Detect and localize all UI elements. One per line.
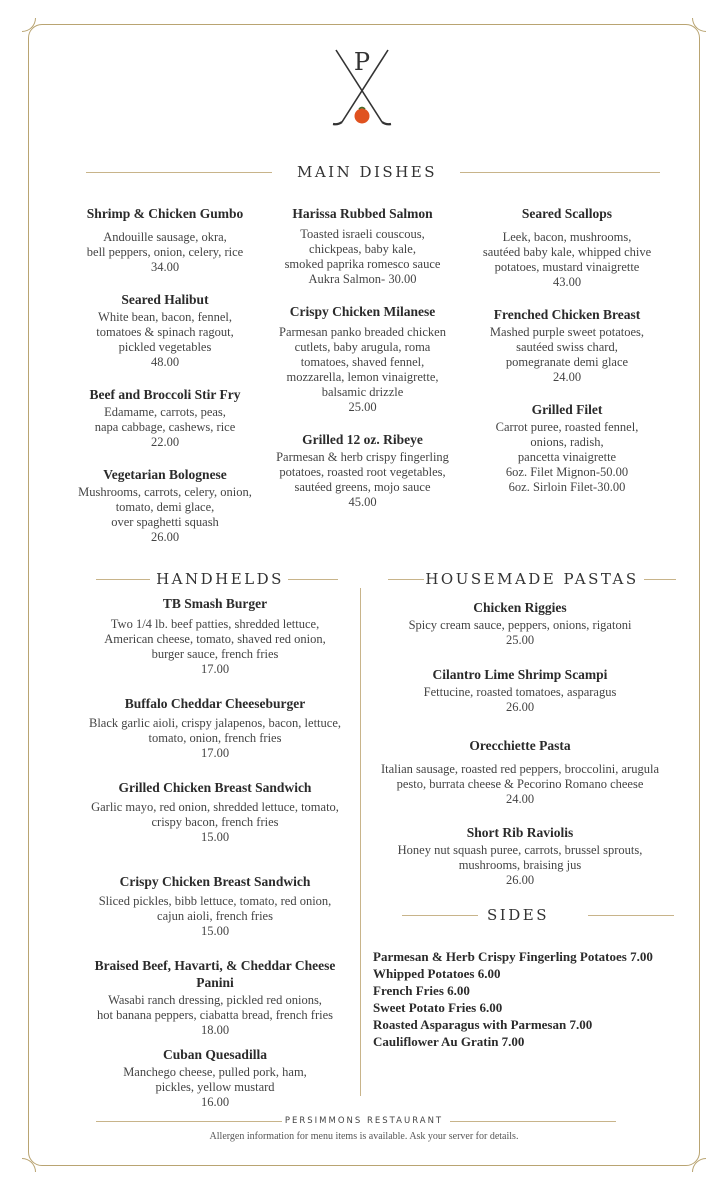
dish-price: 26.00	[505, 700, 535, 714]
dish-price: 16.00	[200, 1095, 230, 1109]
footer-restaurant-name: PERSIMMONS RESTAURANT	[284, 1116, 444, 1126]
dish-item	[60, 466, 270, 545]
dish-name: Short Rib Raviolis	[466, 825, 574, 840]
dish-item	[260, 205, 465, 287]
side-item: Roasted Asparagus with Parmesan 7.00	[373, 1017, 593, 1032]
dish-item	[70, 957, 360, 1038]
dish-name: Grilled 12 oz. Ribeye	[302, 432, 423, 447]
column-divider	[360, 588, 361, 1096]
side-item: French Fries 6.00	[373, 983, 470, 998]
crossed-golf-clubs-persimmon-icon	[330, 44, 394, 134]
dish-item	[370, 599, 670, 648]
dish-price: 48.00	[150, 355, 180, 369]
main-dishes-column-3	[462, 205, 672, 495]
dish-description: Edamame, carrots, peas, napa cabbage, cashews, rice	[94, 405, 236, 434]
dish-description: White bean, bacon, fennel, tomatoes & spinach ragout, pickled vegetables	[96, 310, 234, 354]
dish-item	[60, 205, 270, 275]
dish-name: Seared Halibut	[121, 292, 209, 307]
dish-price: 45.00	[348, 495, 377, 509]
dish-price: 17.00	[200, 662, 230, 676]
dish-name: Chicken Riggies	[473, 600, 567, 615]
divider-rule	[388, 579, 424, 580]
dish-item	[370, 824, 670, 888]
dish-price: 15.00	[200, 830, 230, 844]
dish-item	[70, 1046, 360, 1110]
dish-description: Garlic mayo, red onion, shredded lettuce, tomato, crispy bacon, french fries	[91, 800, 339, 829]
dish-item	[462, 205, 672, 290]
pastas-column	[370, 599, 670, 888]
dish-item	[370, 737, 670, 807]
dish-name: Seared Scallops	[521, 206, 613, 221]
sides-list	[373, 948, 693, 1050]
divider-rule	[96, 579, 150, 580]
dish-name: Cuban Quesadilla	[163, 1047, 267, 1062]
section-title-housemade-pastas: HOUSEMADE PASTAS	[425, 570, 639, 588]
side-item: Sweet Potato Fries 6.00	[373, 1000, 503, 1015]
dish-price: 24.00	[505, 792, 535, 806]
dish-item	[260, 431, 465, 510]
dish-item	[370, 666, 670, 715]
dish-item	[60, 386, 270, 450]
dish-price: Aukra Salmon- 30.00	[308, 272, 417, 286]
dish-description: Toasted israeli couscous, chickpeas, baby kale, smoked paprika romesco sauce	[284, 227, 441, 271]
dish-description: Two 1/4 lb. beef patties, shredded lettuce, American cheese, tomato, shaved red onion, burger sauce, french fries	[104, 617, 326, 661]
side-item: Parmesan & Herb Crispy Fingerling Potatoes 7.00	[373, 949, 653, 964]
dish-price: 15.00	[200, 924, 230, 938]
dish-description: Fettucine, roasted tomatoes, asparagus	[423, 685, 617, 699]
dish-description: Spicy cream sauce, peppers, onions, rigatoni	[408, 618, 632, 632]
dish-description: Parmesan & herb crispy fingerling potatoes, roasted root vegetables, sautéed greens, mojo sauce	[276, 450, 449, 494]
dish-name: TB Smash Burger	[162, 596, 268, 611]
dish-description: Mashed purple sweet potatoes, sautéed swiss chard, pomegranate demi glace	[489, 325, 645, 369]
svg-text:P: P	[353, 48, 371, 76]
handhelds-column	[70, 595, 360, 1110]
dish-name: Beef and Broccoli Stir Fry	[89, 387, 241, 402]
dish-name: Shrimp & Chicken Gumbo	[86, 206, 244, 221]
dish-name: Buffalo Cheddar Cheeseburger	[124, 696, 306, 711]
dish-name: Crispy Chicken Breast Sandwich	[119, 874, 311, 889]
dish-name: Harissa Rubbed Salmon	[292, 206, 433, 221]
main-dishes-column-1	[60, 205, 270, 545]
dish-name: Orecchiette Pasta	[469, 738, 571, 753]
dish-item	[462, 401, 672, 495]
dish-description: Sliced pickles, bibb lettuce, tomato, red onion, cajun aioli, french fries	[98, 894, 332, 923]
dish-item	[260, 303, 465, 415]
dish-item	[70, 595, 360, 677]
divider-rule	[86, 172, 272, 173]
dish-description: Leek, bacon, mushrooms, sautéed baby kale, whipped chive potatoes, mustard vinaigrette	[482, 230, 652, 274]
dish-description: Honey nut squash puree, carrots, brussel sprouts, mushrooms, braising jus	[397, 843, 643, 872]
dish-name: Grilled Chicken Breast Sandwich	[118, 780, 312, 795]
dish-price: 17.00	[200, 746, 230, 760]
dish-description: Mushrooms, carrots, celery, onion, tomato, demi glace, over spaghetti squash	[78, 485, 252, 529]
dish-name: Crispy Chicken Milanese	[289, 304, 436, 319]
dish-price: 43.00	[552, 275, 582, 289]
divider-rule	[644, 579, 676, 580]
dish-price: 22.00	[150, 435, 180, 449]
dish-item	[462, 306, 672, 385]
side-item: Cauliflower Au Gratin 7.00	[373, 1034, 525, 1049]
dish-price: 24.00	[552, 370, 582, 384]
dish-price: 26.00	[505, 873, 535, 887]
divider-rule	[288, 579, 338, 580]
dish-description: Black garlic aioli, crispy jalapenos, bacon, lettuce, tomato, onion, french fries	[89, 716, 341, 745]
dish-item	[70, 873, 360, 939]
side-item: Whipped Potatoes 6.00	[373, 966, 501, 981]
section-title-sides: SIDES	[487, 906, 549, 924]
dish-name: Braised Beef, Havarti, & Cheddar Cheese Panini	[94, 958, 336, 990]
divider-rule	[588, 915, 674, 916]
dish-name: Frenched Chicken Breast	[493, 307, 641, 322]
dish-price: 34.00	[150, 260, 180, 274]
dish-item	[60, 291, 270, 370]
divider-rule	[402, 915, 478, 916]
dish-name: Grilled Filet	[531, 402, 603, 417]
dish-name: Cilantro Lime Shrimp Scampi	[432, 667, 608, 682]
dish-description: Carrot puree, roasted fennel, onions, radish, pancetta vinaigrette 6oz. Filet Mignon-50.00	[495, 420, 639, 479]
dish-price: 26.00	[150, 530, 180, 544]
dish-price: 18.00	[200, 1023, 230, 1037]
main-dishes-column-2	[260, 205, 465, 510]
dish-item	[70, 779, 360, 845]
dish-description: Manchego cheese, pulled pork, ham, pickles, yellow mustard	[123, 1065, 307, 1094]
dish-description: Wasabi ranch dressing, pickled red onions, hot banana peppers, ciabatta bread, french fries	[97, 993, 333, 1022]
footer-allergen-note: Allergen information for menu items is available. Ask your server for details.	[209, 1131, 519, 1142]
dish-item	[70, 695, 360, 761]
dish-price: 25.00	[348, 400, 377, 414]
dish-description: Parmesan panko breaded chicken cutlets, baby arugula, roma tomatoes, shaved fennel, mozzarella, lemon vinaigrette, balsamic drizzle	[279, 325, 446, 399]
section-title-main-dishes: MAIN DISHES	[296, 163, 438, 181]
dish-description: Andouille sausage, okra, bell peppers, onion, celery, rice	[86, 230, 244, 259]
dish-price: 25.00	[505, 633, 535, 647]
divider-rule	[460, 172, 660, 173]
dish-price: 6oz. Sirloin Filet-30.00	[508, 480, 626, 494]
section-title-handhelds: HANDHELDS	[156, 570, 284, 588]
dish-name: Vegetarian Bolognese	[103, 467, 227, 482]
dish-description: Italian sausage, roasted red peppers, broccolini, arugula pesto, burrata cheese & Pecorino Romano cheese	[380, 762, 659, 791]
